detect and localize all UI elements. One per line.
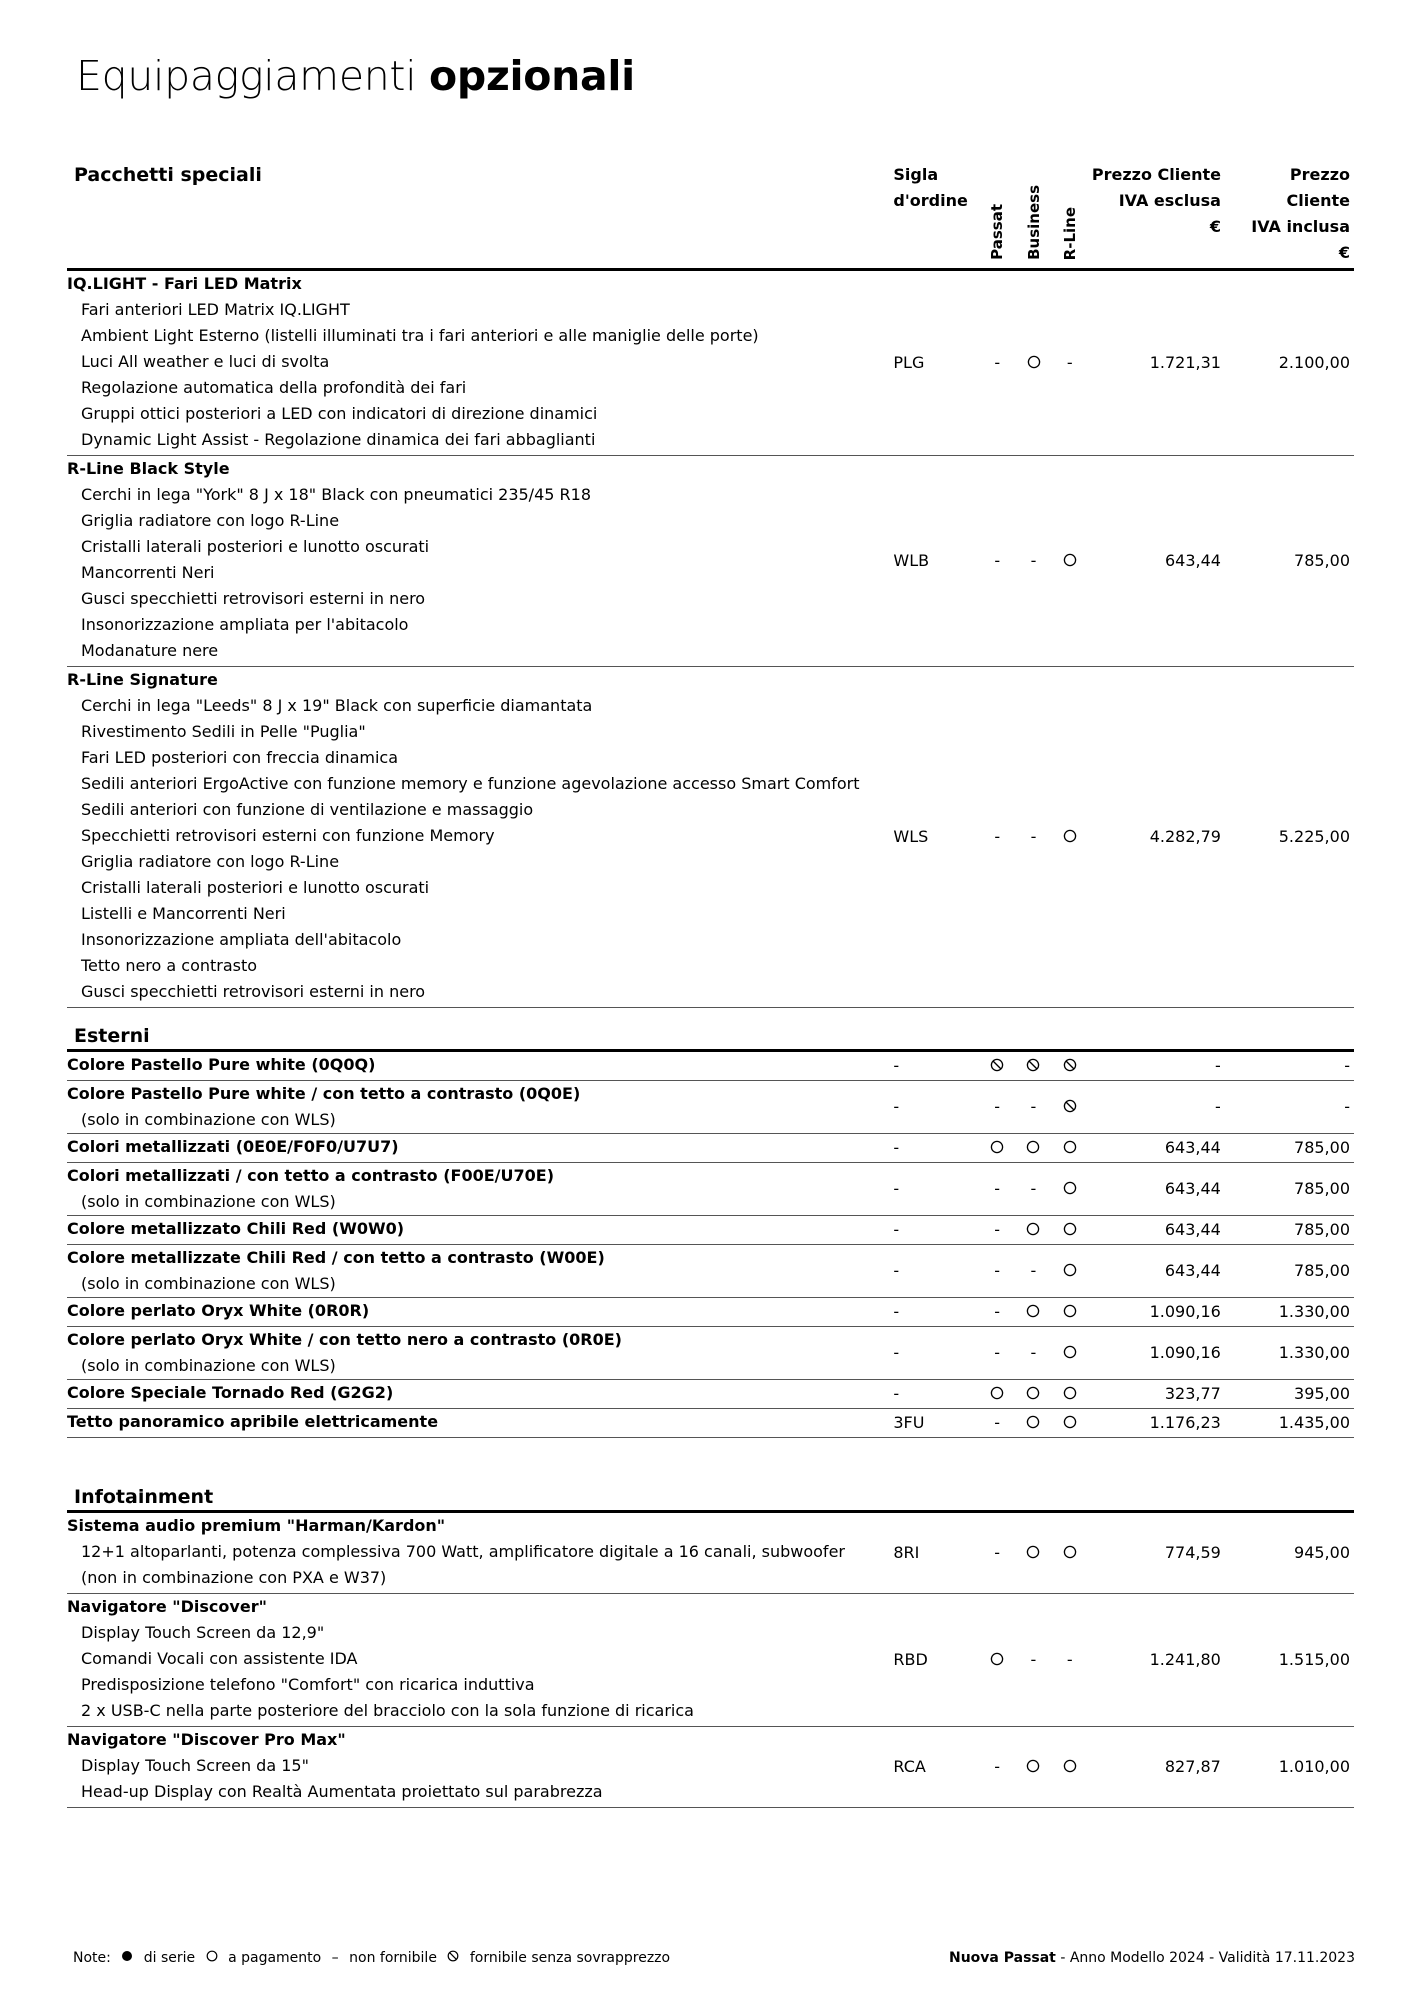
price-in-vat: 785,00 bbox=[1221, 1163, 1354, 1216]
price-ex-vat: 1.721,31 bbox=[1088, 270, 1221, 456]
feature-line: Cristalli laterali posteriori e lunotto oscurati bbox=[81, 878, 430, 897]
dash-icon: - bbox=[1066, 1650, 1073, 1669]
model-passat-availability bbox=[979, 1216, 1015, 1245]
model-passat-availability bbox=[979, 1327, 1015, 1380]
dash-icon: - bbox=[1066, 353, 1073, 372]
open-circle-icon bbox=[1063, 1539, 1077, 1565]
model-business-availability bbox=[1015, 1134, 1051, 1163]
package-title: R-Line Black Style bbox=[67, 459, 230, 478]
option-title: Colore metallizzato Chili Red (W0W0) bbox=[67, 1219, 405, 1238]
option-title: Colore perlato Oryx White / con tetto nero a contrasto (0R0E) bbox=[67, 1330, 622, 1349]
dash-icon: - bbox=[994, 1179, 1001, 1198]
price-ex-vat-header: Prezzo Cliente IVA esclusa € bbox=[1088, 162, 1221, 270]
option-description bbox=[67, 1216, 890, 1245]
price-in-vat: 785,00 bbox=[1221, 456, 1354, 667]
model-passat-availability bbox=[979, 1512, 1015, 1594]
feature-line: Modanature nere bbox=[81, 641, 219, 660]
model-business-availability bbox=[1015, 1380, 1051, 1409]
option-title: Colore metallizzate Chili Red / con tetto a contrasto (W00E) bbox=[67, 1248, 605, 1267]
feature-line: Gruppi ottici posteriori a LED con indicatori di direzione dinamici bbox=[81, 404, 598, 423]
row-note: (solo in combinazione con WLS) bbox=[81, 1110, 336, 1129]
open-circle-icon bbox=[1063, 1409, 1077, 1435]
price-ex-vat: 643,44 bbox=[1088, 1163, 1221, 1216]
model-rline-availability bbox=[1052, 1512, 1088, 1594]
price-ex-vat: - bbox=[1088, 1051, 1221, 1081]
feature-line: (non in combinazione con PXA e W37) bbox=[81, 1568, 387, 1587]
model-business-availability bbox=[1015, 1327, 1051, 1380]
order-code: RBD bbox=[890, 1594, 979, 1727]
section-title: Pacchetti speciali bbox=[67, 162, 890, 270]
price-in-vat: 395,00 bbox=[1221, 1380, 1354, 1409]
feature-line: Gusci specchietti retrovisori esterni in nero bbox=[81, 589, 426, 608]
model-business-availability bbox=[1015, 1051, 1051, 1081]
dash-icon: - bbox=[994, 1757, 1001, 1776]
exterior-option-row bbox=[67, 1163, 1354, 1216]
feature-line: Sedili anteriori con funzione di ventilazione e massaggio bbox=[81, 800, 534, 819]
package-title: Navigatore "Discover" bbox=[67, 1597, 267, 1616]
open-circle-icon bbox=[1026, 1753, 1040, 1779]
model-business-availability bbox=[1015, 667, 1051, 1008]
model-rline-header: R-Line bbox=[1052, 162, 1088, 270]
open-circle-icon bbox=[1026, 1409, 1040, 1435]
row-note: (solo in combinazione con WLS) bbox=[81, 1192, 336, 1211]
model-rline-availability bbox=[1052, 1245, 1088, 1298]
feature-line: Luci All weather e luci di svolta bbox=[81, 352, 330, 371]
package-row bbox=[67, 456, 1354, 667]
open-circle-icon bbox=[1063, 1753, 1077, 1779]
price-in-vat: 785,00 bbox=[1221, 1216, 1354, 1245]
feature-line: Insonorizzazione ampliata per l'abitacolo bbox=[81, 615, 409, 634]
open-circle-icon bbox=[1063, 823, 1077, 849]
open-circle-icon bbox=[1063, 1175, 1077, 1201]
circle-slash-icon bbox=[1063, 1052, 1077, 1078]
open-circle-icon bbox=[990, 1646, 1004, 1672]
exterior-option-row bbox=[67, 1081, 1354, 1134]
option-title: Colore Speciale Tornado Red (G2G2) bbox=[67, 1383, 394, 1402]
model-rline-availability bbox=[1052, 1409, 1088, 1438]
feature-line: Fari LED posteriori con freccia dinamica bbox=[81, 748, 399, 767]
order-code: WLS bbox=[890, 667, 979, 1008]
order-code: - bbox=[890, 1163, 979, 1216]
feature-line: Display Touch Screen da 12,9" bbox=[81, 1623, 325, 1642]
open-circle-icon bbox=[1063, 1134, 1077, 1160]
option-title: Colore perlato Oryx White (0R0R) bbox=[67, 1301, 370, 1320]
price-ex-vat: 1.241,80 bbox=[1088, 1594, 1221, 1727]
option-description bbox=[67, 1245, 890, 1298]
feature-line: Sedili anteriori ErgoActive con funzione memory e funzione agevolazione accesso Smart Comfort bbox=[81, 774, 860, 793]
option-title: Colori metallizzati (0E0E/F0F0/U7U7) bbox=[67, 1137, 399, 1156]
package-description bbox=[67, 1512, 890, 1594]
open-circle-icon bbox=[1063, 547, 1077, 573]
price-in-vat: 1.010,00 bbox=[1221, 1727, 1354, 1808]
order-code: - bbox=[890, 1298, 979, 1327]
section-title: Esterni bbox=[67, 1023, 1354, 1051]
section-title: Infotainment bbox=[67, 1484, 1354, 1512]
model-business-availability bbox=[1015, 456, 1051, 667]
exterior-option-row bbox=[67, 1051, 1354, 1081]
order-code: - bbox=[890, 1380, 979, 1409]
order-code: WLB bbox=[890, 456, 979, 667]
model-business-availability bbox=[1015, 1245, 1051, 1298]
package-title: Navigatore "Discover Pro Max" bbox=[67, 1730, 346, 1749]
dash-icon: - bbox=[1030, 1261, 1037, 1280]
option-description bbox=[67, 1327, 890, 1380]
model-rline-availability bbox=[1052, 667, 1088, 1008]
model-rline-availability bbox=[1052, 1327, 1088, 1380]
model-passat-availability bbox=[979, 1051, 1015, 1081]
feature-line: Rivestimento Sedili in Pelle "Puglia" bbox=[81, 722, 366, 741]
model-passat-availability bbox=[979, 1594, 1015, 1727]
dash-icon: - bbox=[1030, 551, 1037, 570]
model-business-availability bbox=[1015, 1163, 1051, 1216]
dash-icon: - bbox=[994, 1343, 1001, 1362]
model-rline-availability bbox=[1052, 1134, 1088, 1163]
circle-slash-icon bbox=[990, 1052, 1004, 1078]
order-code: - bbox=[890, 1081, 979, 1134]
model-business-availability bbox=[1015, 1081, 1051, 1134]
model-validity: Nuova Passat - Anno Modello 2024 - Validità 17.11.2023 bbox=[948, 1950, 1355, 1966]
feature-line: Tetto nero a contrasto bbox=[81, 956, 258, 975]
open-circle-icon bbox=[206, 1950, 218, 1966]
feature-line: Ambient Light Esterno (listelli illuminati tra i fari anteriori e alle maniglie delle porte) bbox=[81, 326, 759, 345]
package-description bbox=[67, 1594, 890, 1727]
model-business-header: Business bbox=[1015, 162, 1051, 270]
model-passat-availability bbox=[979, 667, 1015, 1008]
option-description bbox=[67, 1409, 890, 1438]
package-description bbox=[67, 667, 890, 1008]
feature-line: 2 x USB-C nella parte posteriore del bracciolo con la sola funzione di ricarica bbox=[81, 1701, 694, 1720]
exteriors-section bbox=[67, 1023, 1354, 1438]
price-in-vat: 785,00 bbox=[1221, 1245, 1354, 1298]
exterior-option-row bbox=[67, 1216, 1354, 1245]
legend-label: Note: bbox=[73, 1950, 111, 1966]
order-code-header: Sigla d'ordine bbox=[890, 162, 979, 270]
model-business-availability bbox=[1015, 1594, 1051, 1727]
model-rline-availability bbox=[1052, 270, 1088, 456]
option-title: Tetto panoramico apribile elettricamente bbox=[67, 1412, 439, 1431]
package-title: R-Line Signature bbox=[67, 670, 218, 689]
row-note: (solo in combinazione con WLS) bbox=[81, 1356, 336, 1375]
model-business-availability bbox=[1015, 1216, 1051, 1245]
option-title: Colori metallizzati / con tetto a contrasto (F00E/U70E) bbox=[67, 1166, 554, 1185]
dash-icon: – bbox=[331, 1950, 339, 1966]
feature-line: Head-up Display con Realtà Aumentata proiettato sul parabrezza bbox=[81, 1782, 603, 1801]
model-passat-availability bbox=[979, 456, 1015, 667]
feature-line: Gusci specchietti retrovisori esterni in nero bbox=[81, 982, 426, 1001]
open-circle-icon bbox=[1026, 1134, 1040, 1160]
price-ex-vat: 827,87 bbox=[1088, 1727, 1221, 1808]
model-passat-availability bbox=[979, 1298, 1015, 1327]
model-business-availability bbox=[1015, 1409, 1051, 1438]
model-rline-availability bbox=[1052, 1216, 1088, 1245]
dash-icon: - bbox=[994, 1261, 1001, 1280]
price-in-vat: - bbox=[1221, 1051, 1354, 1081]
open-circle-icon bbox=[1027, 349, 1041, 375]
price-ex-vat: 643,44 bbox=[1088, 1134, 1221, 1163]
option-title: Colore Pastello Pure white / con tetto a contrasto (0Q0E) bbox=[67, 1084, 581, 1103]
order-code: - bbox=[890, 1216, 979, 1245]
feature-line: Insonorizzazione ampliata dell'abitacolo bbox=[81, 930, 402, 949]
filled-circle-icon bbox=[121, 1950, 133, 1966]
packages-section bbox=[67, 162, 1354, 1008]
price-ex-vat: 643,44 bbox=[1088, 456, 1221, 667]
feature-line: Griglia radiatore con logo R-Line bbox=[81, 852, 340, 871]
model-rline-availability bbox=[1052, 1163, 1088, 1216]
price-ex-vat: 774,59 bbox=[1088, 1512, 1221, 1594]
feature-line: Cerchi in lega "Leeds" 8 J x 19" Black con superficie diamantata bbox=[81, 696, 593, 715]
feature-line: Regolazione automatica della profondità dei fari bbox=[81, 378, 467, 397]
model-passat-availability bbox=[979, 270, 1015, 456]
price-ex-vat: 1.090,16 bbox=[1088, 1298, 1221, 1327]
dash-icon: - bbox=[1030, 1097, 1037, 1116]
feature-line: Comandi Vocali con assistente IDA bbox=[81, 1649, 358, 1668]
model-rline-availability bbox=[1052, 456, 1088, 667]
model-passat-availability bbox=[979, 1081, 1015, 1134]
model-rline-availability bbox=[1052, 1727, 1088, 1808]
price-in-vat: 785,00 bbox=[1221, 1134, 1354, 1163]
row-note: (solo in combinazione con WLS) bbox=[81, 1274, 336, 1293]
exterior-option-row bbox=[67, 1380, 1354, 1409]
feature-line: Listelli e Mancorrenti Neri bbox=[81, 904, 286, 923]
order-code: 3FU bbox=[890, 1409, 979, 1438]
option-description bbox=[67, 1298, 890, 1327]
price-in-vat: - bbox=[1221, 1081, 1354, 1134]
model-business-availability bbox=[1015, 270, 1051, 456]
order-code: - bbox=[890, 1245, 979, 1298]
dash-icon: - bbox=[994, 353, 1001, 372]
circle-slash-icon bbox=[1026, 1052, 1040, 1078]
model-passat-availability bbox=[979, 1409, 1015, 1438]
model-rline-availability bbox=[1052, 1594, 1088, 1727]
infotainment-table bbox=[67, 1484, 1354, 1808]
price-ex-vat: 323,77 bbox=[1088, 1380, 1221, 1409]
option-description bbox=[67, 1051, 890, 1081]
packages-table bbox=[67, 162, 1354, 1008]
option-description bbox=[67, 1081, 890, 1134]
open-circle-icon bbox=[1026, 1539, 1040, 1565]
price-ex-vat: - bbox=[1088, 1081, 1221, 1134]
option-description bbox=[67, 1380, 890, 1409]
package-row bbox=[67, 270, 1354, 456]
dash-icon: - bbox=[994, 1413, 1001, 1432]
package-row bbox=[67, 1512, 1354, 1594]
price-ex-vat: 4.282,79 bbox=[1088, 667, 1221, 1008]
exteriors-table bbox=[67, 1023, 1354, 1438]
feature-line: Cristalli laterali posteriori e lunotto oscurati bbox=[81, 537, 430, 556]
feature-line: Predisposizione telefono "Comfort" con ricarica induttiva bbox=[81, 1675, 535, 1694]
option-description bbox=[67, 1134, 890, 1163]
package-title: IQ.LIGHT - Fari LED Matrix bbox=[67, 274, 302, 293]
feature-line: Cerchi in lega "York" 8 J x 18" Black con pneumatici 235/45 R18 bbox=[81, 485, 591, 504]
exterior-option-row bbox=[67, 1298, 1354, 1327]
model-passat-availability bbox=[979, 1134, 1015, 1163]
feature-line: 12+1 altoparlanti, potenza complessiva 700 Watt, amplificatore digitale a 16 canali, subwoofer bbox=[81, 1542, 845, 1561]
open-circle-icon bbox=[1026, 1298, 1040, 1324]
open-circle-icon bbox=[1063, 1380, 1077, 1406]
model-rline-availability bbox=[1052, 1380, 1088, 1409]
model-business-availability bbox=[1015, 1512, 1051, 1594]
open-circle-icon bbox=[1063, 1257, 1077, 1283]
package-row bbox=[67, 1727, 1354, 1808]
package-row bbox=[67, 667, 1354, 1008]
open-circle-icon bbox=[1063, 1298, 1077, 1324]
open-circle-icon bbox=[1026, 1216, 1040, 1242]
model-passat-header: Passat bbox=[979, 162, 1015, 270]
price-ex-vat: 1.176,23 bbox=[1088, 1409, 1221, 1438]
model-passat-availability bbox=[979, 1380, 1015, 1409]
feature-line: Mancorrenti Neri bbox=[81, 563, 215, 582]
open-circle-icon bbox=[1063, 1216, 1077, 1242]
feature-line: Display Touch Screen da 15" bbox=[81, 1756, 309, 1775]
exterior-option-row bbox=[67, 1245, 1354, 1298]
model-rline-availability bbox=[1052, 1051, 1088, 1081]
order-code: - bbox=[890, 1134, 979, 1163]
open-circle-icon bbox=[1063, 1339, 1077, 1365]
price-in-vat: 5.225,00 bbox=[1221, 667, 1354, 1008]
model-business-availability bbox=[1015, 1298, 1051, 1327]
package-title: Sistema audio premium "Harman/Kardon" bbox=[67, 1516, 446, 1535]
order-code: - bbox=[890, 1327, 979, 1380]
order-code: RCA bbox=[890, 1727, 979, 1808]
exterior-option-row bbox=[67, 1409, 1354, 1438]
option-title: Colore Pastello Pure white (0Q0Q) bbox=[67, 1055, 376, 1074]
price-ex-vat: 643,44 bbox=[1088, 1245, 1221, 1298]
package-description bbox=[67, 1727, 890, 1808]
option-description bbox=[67, 1163, 890, 1216]
legend: Note: di serie a pagamento – non fornibile fornibile senza sovrapprezzo bbox=[73, 1950, 671, 1966]
price-in-vat: 945,00 bbox=[1221, 1512, 1354, 1594]
dash-icon: - bbox=[994, 827, 1001, 846]
feature-line: Griglia radiatore con logo R-Line bbox=[81, 511, 340, 530]
feature-line: Dynamic Light Assist - Regolazione dinamica dei fari abbaglianti bbox=[81, 430, 596, 449]
dash-icon: - bbox=[994, 1543, 1001, 1562]
order-code: - bbox=[890, 1051, 979, 1081]
open-circle-icon bbox=[990, 1134, 1004, 1160]
model-rline-availability bbox=[1052, 1298, 1088, 1327]
open-circle-icon bbox=[990, 1380, 1004, 1406]
price-in-vat: 1.330,00 bbox=[1221, 1298, 1354, 1327]
infotainment-section bbox=[67, 1484, 1354, 1808]
open-circle-icon bbox=[1026, 1380, 1040, 1406]
price-in-vat-header: Prezzo Cliente IVA inclusa € bbox=[1221, 162, 1354, 270]
price-in-vat: 2.100,00 bbox=[1221, 270, 1354, 456]
table-header bbox=[67, 162, 1354, 270]
price-in-vat: 1.515,00 bbox=[1221, 1594, 1354, 1727]
model-passat-availability bbox=[979, 1727, 1015, 1808]
order-code: PLG bbox=[890, 270, 979, 456]
model-passat-availability bbox=[979, 1163, 1015, 1216]
model-passat-availability bbox=[979, 1245, 1015, 1298]
model-rline-availability bbox=[1052, 1081, 1088, 1134]
dash-icon: - bbox=[994, 1302, 1001, 1321]
package-description bbox=[67, 456, 890, 667]
dash-icon: - bbox=[1030, 1650, 1037, 1669]
circle-slash-icon bbox=[447, 1950, 459, 1966]
package-description bbox=[67, 270, 890, 456]
feature-line: Fari anteriori LED Matrix IQ.LIGHT bbox=[81, 300, 350, 319]
dash-icon: - bbox=[1030, 1179, 1037, 1198]
price-in-vat: 1.330,00 bbox=[1221, 1327, 1354, 1380]
price-in-vat: 1.435,00 bbox=[1221, 1409, 1354, 1438]
dash-icon: - bbox=[994, 1097, 1001, 1116]
feature-line: Specchietti retrovisori esterni con funzione Memory bbox=[81, 826, 495, 845]
model-business-availability bbox=[1015, 1727, 1051, 1808]
package-row bbox=[67, 1594, 1354, 1727]
exterior-option-row bbox=[67, 1134, 1354, 1163]
exterior-option-row bbox=[67, 1327, 1354, 1380]
page-title: Equipaggiamenti opzionali bbox=[76, 52, 635, 100]
order-code: 8RI bbox=[890, 1512, 979, 1594]
circle-slash-icon bbox=[1063, 1093, 1077, 1119]
dash-icon: - bbox=[994, 1220, 1001, 1239]
dash-icon: - bbox=[994, 551, 1001, 570]
dash-icon: - bbox=[1030, 1343, 1037, 1362]
price-ex-vat: 1.090,16 bbox=[1088, 1327, 1221, 1380]
price-ex-vat: 643,44 bbox=[1088, 1216, 1221, 1245]
dash-icon: - bbox=[1030, 827, 1037, 846]
